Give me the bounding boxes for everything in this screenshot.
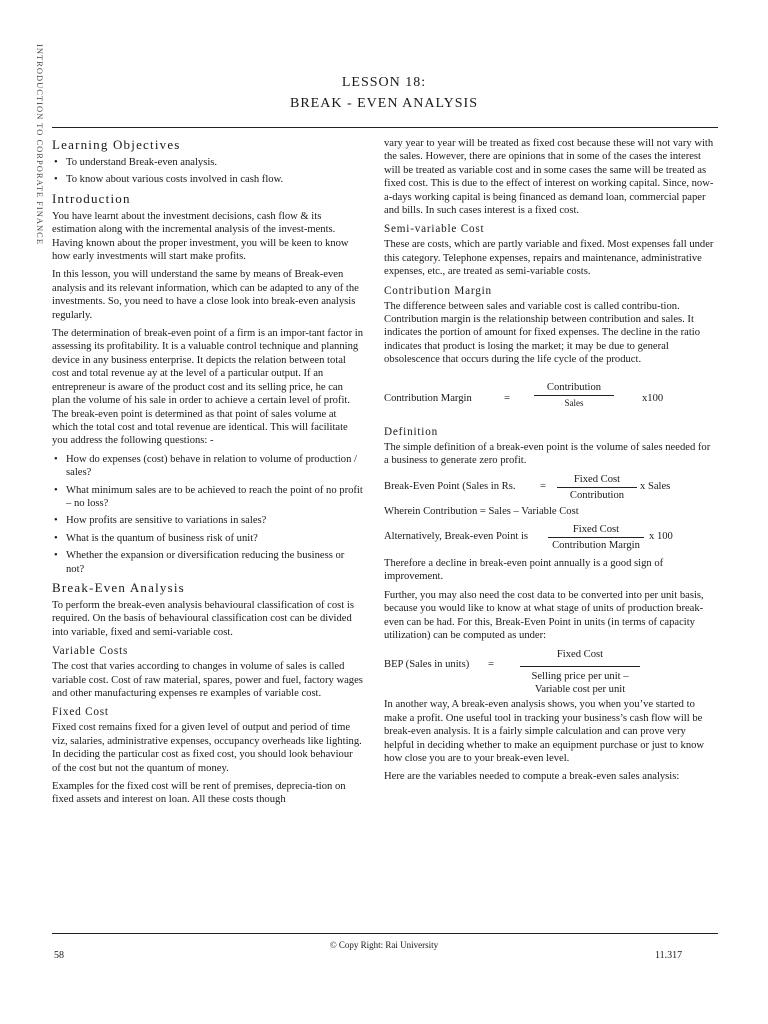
footer-rule [52,933,718,934]
formula-numerator: Fixed Cost [520,648,640,666]
formula-multiplier: x Sales [640,480,671,492]
paragraph: The cost that varies according to changes in volume of sales is called variable cost. Cost of raw material, spares, power and fuel, factory wages and other manufacturing expenses re examples of variable cost. [52,661,363,699]
page-number: 58 [54,950,64,961]
paragraph: Wherein Contribution = Sales – Variable Cost [384,505,579,517]
paragraph: Further, you may also need the cost data to be converted into per unit basis, because you would like to know at what stage of units of production break-even can be had. For this, Break-Even Point in units (in terms of capacity utilization) can be computed as under: [384,589,704,641]
paragraph: vary year to year will be treated as fixed cost because these will not vary with the sales. However, there are opinions that in some of the cases the interest will be treated as variable cost and in some cases the same will be treated as fixed cost. This is due to the effect of interest on working capital. Since, now-a-days working capital is being financed as demand loan, commercial paper and bills. In such cases interest is a fixed cost. [384,138,714,217]
formula-numerator: Contribution [534,381,614,396]
break-even-analysis-heading: Break-Even Analysis [52,579,185,595]
formula-label: Break-Even Point (Sales in Rs. [384,480,516,492]
contribution-margin-heading: Contribution Margin [384,284,492,297]
paragraph: To perform the break-even analysis behavioural classification of cost is required. On the basis of behavioural classification cost can be divided into variable, fixed and semi-variable cost. [52,599,354,638]
formula-equals: = [488,659,494,671]
list-item: • How do expenses (cost) behave in relation to volume of production / sales? [52,453,363,480]
list-item: • To know about various costs involved in cash flow. [52,173,363,186]
formula-numerator: Fixed Cost [548,523,644,538]
formula-denominator [520,667,640,696]
definition-heading: Definition [384,425,438,438]
introduction-heading: Introduction [52,190,131,206]
formula-denominator: Contribution Margin [552,540,640,552]
paragraph: Examples for the fixed cost will be rent of premises, deprecia-tion on fixed assets and interest on loan. All these costs though [52,781,346,806]
formula-multiplier: x100 [642,392,664,404]
formula-fraction [520,648,640,695]
formula-equals: = [540,480,546,492]
semi-variable-cost-heading: Semi-variable Cost [384,223,485,236]
paragraph: The simple definition of a break-even point is the volume of sales needed for a business to generate zero profit. [384,441,711,467]
list-item: • What is the quantum of business risk of unit? [52,532,363,545]
paragraph: The determination of break-even point of a firm is an impor-tant factor in assessing its profitability. It is a valuable control technique and planning device in any business enterprise. It depicts the relation between total cost and total revenue ay at the level of a particular output. If an entrepreneur is aware of the product cost and its selling price, he can plan the volume of his sale in order to achieve a certain level of profit. The break-even point is determined as that point of sales volume at which the total cost and total revenue are identical. This will facilitate you address the following questions: - [52,328,364,447]
paragraph: Here are the variables needed to compute a break-even sales analysis: [384,771,680,783]
left-column [52,137,363,812]
page-title: BREAK - EVEN ANALYSIS [290,96,478,111]
copyright-notice: © Copy Right: Rai University [329,940,439,950]
paragraph: You have learnt about the investment decisions, cash flow & its estimation along with the incremental analysis of the invest-ments. Having known about the proper investment, you will be keen to know how early investments will start make profits. [52,210,349,263]
paragraph: Therefore a decline in break-even point annually is a good sign of improvement. [384,557,664,583]
objectives-list [52,156,363,187]
formula-fraction [534,381,614,411]
formula-fraction [548,523,644,553]
denominator-line: Variable cost per unit [534,683,626,695]
side-running-title: INTRODUCTION TO CORPORATE FINANCE [35,44,45,246]
lesson-number: LESSON 18: [341,75,427,90]
alternative-break-even-formula [384,523,714,553]
paragraph: These are costs, which are partly variable and fixed. Most expenses fall under this category. Telephone expenses, repairs and maintenance, administrative expenses, etc., are treated as semi-variable costs. [384,239,714,278]
bep-units-formula [384,648,714,694]
formula-label: Contribution Margin [384,392,472,404]
formula-multiplier: x 100 [649,530,673,542]
paragraph: Fixed cost remains fixed for a given level of output and period of time viz, salaries, administrative expenses, occupancy overheads like lighting. In deciding the particular cost as fixed cost, you should look behaviour of the cost but not the quantum of money. [52,722,362,774]
learning-objectives-heading: Learning Objectives [52,137,181,152]
header-rule [52,127,718,128]
formula-label: BEP (Sales in units) [384,659,470,671]
right-column [384,137,714,789]
contribution-margin-formula [384,381,714,417]
course-code: 11.317 [655,950,683,961]
formula-numerator: Fixed Cost [557,473,637,488]
fixed-cost-heading: Fixed Cost [52,706,109,719]
formula-denominator: Sales [564,398,584,409]
formula-label: Alternatively, Break-even Point is [384,530,529,542]
paragraph: In another way, A break-even analysis shows, you when you’ve started to make a profit. One useful tool in tracking your business’s cash flow will be break-even analysis. It is a fairly simple calculation and can prove very helpful in deciding whether to make an equipment purchase or just to know how close you are to your break-even level. [384,699,705,764]
page-header [56,74,712,113]
paragraph: In this lesson, you will understand the same by means of Break-even analysis and its relevant information, which can be adapted to any of the investments. So, you need to have a close look into break-even analysis regularly. [52,269,359,321]
formula-equals: = [504,392,510,404]
list-item: • How profits are sensitive to variations in sales? [52,514,363,527]
formula-denominator: Contribution [569,489,625,501]
list-item: • Whether the expansion or diversification reducing the business or not? [52,549,363,576]
break-even-point-formula [384,473,714,503]
list-item: • To understand Break-even analysis. [52,156,363,169]
questions-list [52,453,363,576]
variable-costs-heading: Variable Costs [52,645,129,658]
denominator-line: Selling price per unit – [531,670,629,682]
formula-fraction [557,473,637,503]
paragraph: The difference between sales and variable cost is called contribu-tion. Contribution margin is the relationship between contribution and sales. It indicates the portion of amount for fixed expenses. The decline in the ratio indicates that product is losing the market; it may be due to general obsolescence that occurs during the life cycle of the product. [384,300,701,366]
list-item: • What minimum sales are to be achieved to reach the point of no profit – no loss? [52,484,363,511]
